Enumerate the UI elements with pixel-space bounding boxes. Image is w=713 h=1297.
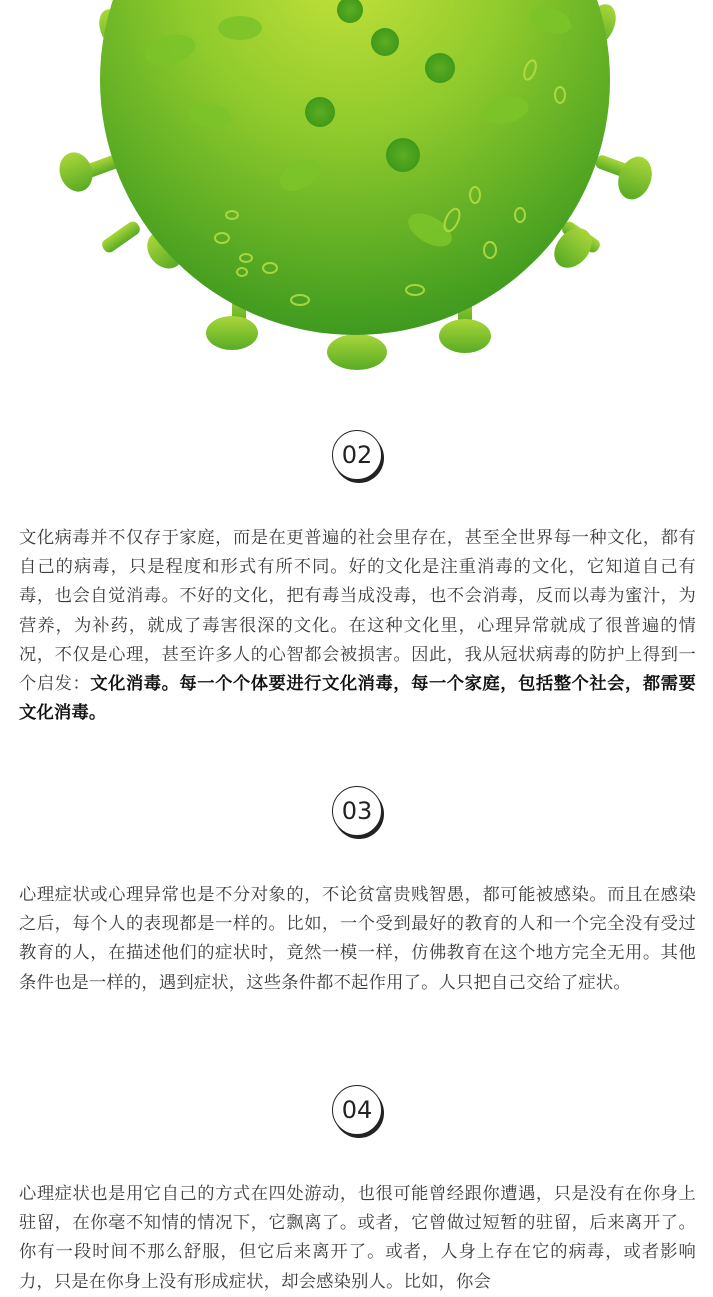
section-paragraph: 心理症状也是用它自己的方式在四处游动，也很可能曾经跟你遭遇，只是没有在你身上驻留，在你毫不知情的情况下，它飘离了。或者，它曾做过短暂的驻留，后来离开了。你有一段时间不那么舒服，但它后来离开了。或者，人身上存在它的病毒，或者影响力，只是在你身上没有形成症状，却会感染别人。比如，你会 bbox=[19, 1184, 696, 1292]
section-number-badge: 02 bbox=[332, 430, 382, 480]
section-number-badge: 03 bbox=[332, 786, 382, 836]
section-number-badge: 04 bbox=[332, 1085, 382, 1135]
paragraph-bold-text: 文化消毒。每一个个体要进行文化消毒，每一个家庭，包括整个社会，都需要文化消毒。 bbox=[19, 674, 696, 724]
paragraph-text: 文化病毒并不仅存于家庭，而是在更普遍的社会里存在，甚至全世界每一种文化，都有自己的病毒，只是程度和形式有所不同。好的文化是注重消毒的文化，它知道自己有毒，也会自觉消毒。不好的文化，把有毒当成没毒，也不会消毒，反而以毒为蜜汁，为营养，为补药，就成了毒害很深的文化。在这种文化里，心理异常就成了很普遍的情况，不仅是心理，甚至许多人的心智都会被损害。因此，我从冠状病毒的防护上得到一个启发： bbox=[19, 528, 696, 695]
virus-image bbox=[0, 0, 713, 390]
section-paragraph bbox=[19, 524, 696, 728]
virus-illustration bbox=[0, 0, 713, 390]
section-paragraph: 心理症状或心理异常也是不分对象的，不论贫富贵贱智愚，都可能被感染。而且在感染之后，每个人的表现都是一样的。比如，一个受到最好的教育的人和一个完全没有受过教育的人，在描述他们的症状时，竟然一模一样，仿佛教育在这个地方完全无用。其他条件也是一样的，遇到症状，这些条件都不起作用了。人只把自己交给了症状。 bbox=[19, 885, 696, 993]
